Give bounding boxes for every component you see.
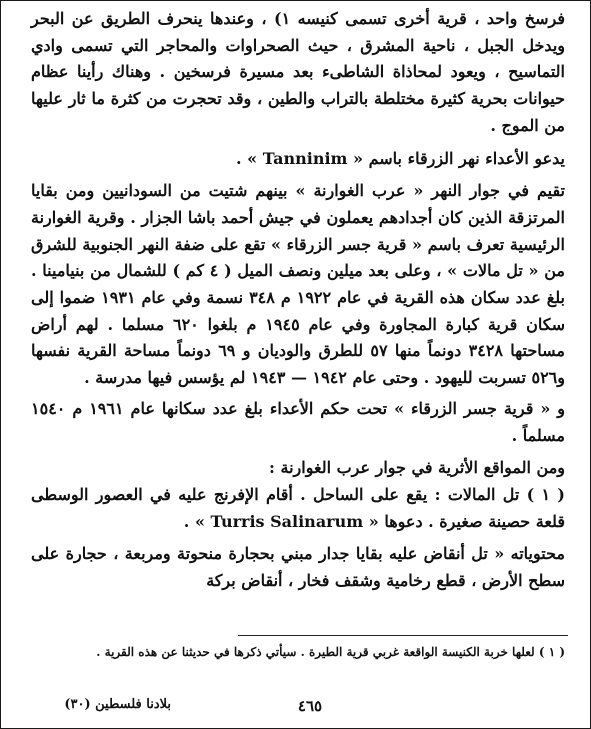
page-number: ٤٦٥: [297, 697, 323, 715]
footnote-divider: [238, 635, 568, 636]
book-title: بلادنا فلسطين (٣٠): [64, 697, 171, 712]
paragraph-6: ( ١ ) تل المالات : يقع على الساحل . أقام الإفرنج عليه في العصور الوسطى قلعة حصينة صغيرة . دعوها « Turris Salinarum » .: [31, 484, 565, 531]
paragraph-1: فرسخ واحد ، قرية أخرى تسمى كنيسه ١) ، وعندها ينحرف الطريق عن البحر ويدخل الجبل ، ناحية المشرق ، حيث الصحراوات والمحاجر التي تسمى وادي التماسيح ، ويعود لمحاذاة الشاطىء بعد مسيرة فرسخين . وهناك رأينا عظام حيوانات بحرية كثيرة مختلطة بالتراب والطين ، وقد تحجرت من كثرة ما ثار عليها من الموج .: [31, 9, 565, 135]
footnote: ( ١ ) لعلها خربة الكنيسة الواقعة غربي قرية الطيرة . سيأتي ذكرها في حديثنا عن هذه القرية .: [96, 645, 565, 659]
paragraph-4: و « قرية جسر الزرقاء » تحت حكم الأعداء بلغ عدد سكانها عام ١٩٦١ م ١٥٤٠ مسلماً .: [31, 398, 566, 445]
page-footer: [31, 697, 565, 719]
paragraph-5: ومن المواقع الأثرية في جوار عرب الغوارنة :: [269, 458, 565, 478]
paragraph-2: يدعو الأعداء نهر الزرقاء باسم « Tanninim » .: [236, 148, 565, 168]
paragraph-3: تقيم في جوار النهر « عرب الغوارنة » بينهم شتيت من السودانيين ومن بقايا المرتزقة الذين كان أجدادهم يعملون في جيش أحمد باشا الجزار . وقرية الغوارنة الرئيسية تعرف باسم « قرية جسر الزرقاء » تقع على ضفة النهر الجنوبية للشرق من « تل مالات » ، وعلى بعد ميلين ونصف الميل ( ٤ كم ) للشمال من بنيامينا . بلغ عدد سكان هذه القرية في عام ١٩٢٢ م ٣٤٨ نسمة وفي عام ١٩٣١ ضموا إلى سكان قرية كبارة المجاورة وفي عام ١٩٤٥ م بلغوا ٦٢٠ مسلما . لهم أراض مساحتها ٣٤٢٨ دونماً منها ٥٧ للطرق والوديان و ٦٩ دونماً مساحة القرية نفسها و٥٢٦ تسربت لليهود . وحتى عام ١٩٤٢ — ١٩٤٣ لم يؤسس فيها مدرسة .: [31, 181, 566, 388]
main-text: [31, 6, 565, 595]
paragraph-7: محتوياته « تل أنقاض عليه بقايا جدار مبني بحجارة منحوتة ومربعة ، حجارة على سطح الأرض ، قطع رخامية وشقف فخار ، أنقاض بركة: [31, 544, 565, 591]
